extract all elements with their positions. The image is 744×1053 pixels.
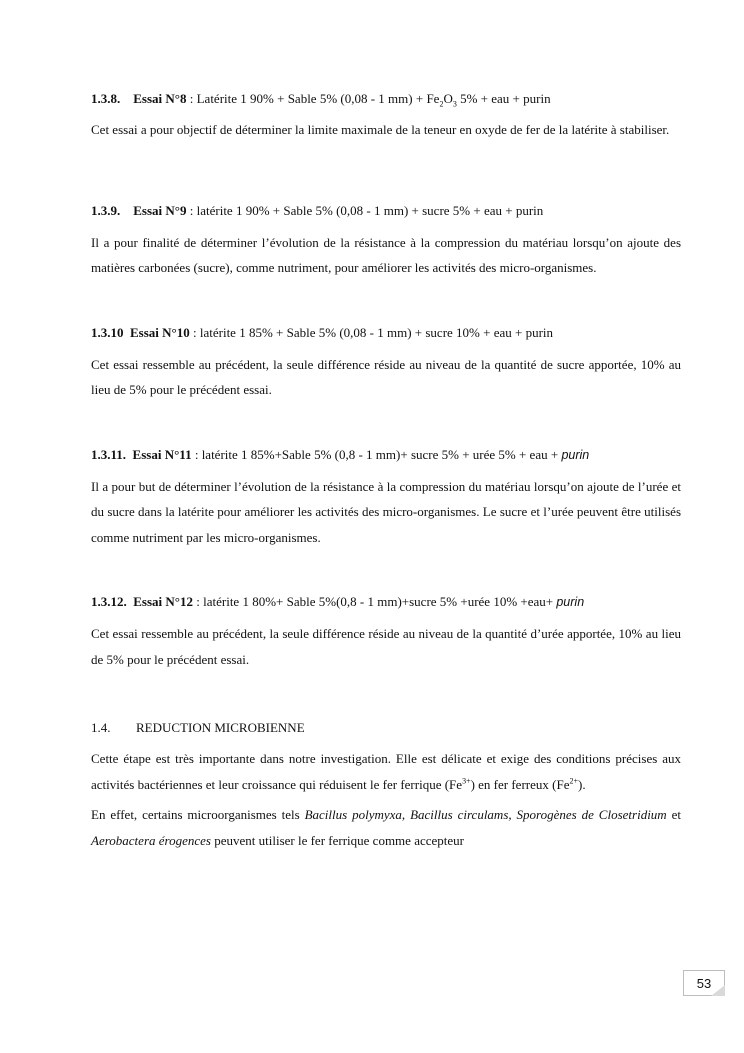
page-curl-decoration bbox=[711, 985, 725, 996]
heading-desc: : latérite 1 80%+ Sable 5%(0,8 - 1 mm)+sucre 5% +urée 10% +eau+ bbox=[193, 594, 557, 609]
heading-title: Essai N°10 bbox=[130, 324, 190, 340]
heading-desc: : latérite 1 85%+Sable 5% (0,8 - 1 mm)+ sucre 5% + urée 5% + eau + bbox=[191, 446, 562, 462]
text-run: Cette étape est très importante dans notre investigation. Elle est délicate et exige des conditions précises aux activités bactériennes et leur croissance qui réduisent le fer ferrique (Fe bbox=[91, 751, 681, 792]
species-names: Bacillus polymyxa, Bacillus circulams, Sporogènes de Closetridium bbox=[304, 807, 667, 822]
paragraph-reduction-2 bbox=[91, 802, 681, 853]
heading-number: 1.3.11. bbox=[91, 446, 127, 462]
heading-desc-italic: purin bbox=[556, 595, 585, 609]
text-run: et bbox=[666, 807, 681, 822]
heading-essai-10 bbox=[91, 323, 681, 343]
heading-desc: O bbox=[443, 91, 453, 106]
paragraph-essai-8: Cet essai a pour objectif de déterminer la limite maximale de la teneur en oxyde de fer de la latérite à stabiliser. bbox=[91, 122, 670, 137]
text-run: ). bbox=[577, 776, 586, 792]
paragraph-reduction-1 bbox=[91, 746, 681, 797]
section-title-1-4 bbox=[91, 718, 681, 738]
heading-essai-11 bbox=[91, 445, 681, 465]
heading-desc-italic: purin bbox=[561, 447, 590, 462]
heading-number: 1.3.10 bbox=[91, 324, 124, 340]
heading-title: Essai N°11 bbox=[132, 446, 192, 462]
heading-desc: : latérite 1 85% + Sable 5% (0,08 - 1 mm) + sucre 10% + eau + purin bbox=[189, 324, 554, 340]
subscript: 3 bbox=[452, 99, 457, 109]
superscript: 2+ bbox=[569, 776, 578, 786]
subscript: 2 bbox=[439, 99, 444, 109]
heading-title: Essai N°12 bbox=[133, 594, 193, 609]
heading-number: 1.3.8. bbox=[91, 91, 121, 106]
heading-title: Essai N°9 bbox=[133, 202, 187, 218]
heading-desc: : Latérite 1 90% + Sable 5% (0,08 - 1 mm) + Fe bbox=[186, 91, 440, 106]
heading-essai-8 bbox=[91, 89, 681, 109]
heading-number: 1.3.12. bbox=[91, 594, 127, 609]
heading-desc: 5% + eau + purin bbox=[456, 91, 551, 106]
heading-title: Essai N°8 bbox=[133, 91, 187, 106]
document-page bbox=[91, 86, 681, 853]
paragraph-essai-9: Il a pour finalité de déterminer l’évolution de la résistance à la compression du matériau lorsqu’on ajoute des matières carbonées (sucre), comme nutriment, pour améliorer les activités des micro-organismes. bbox=[91, 234, 681, 275]
heading-essai-9 bbox=[91, 201, 681, 221]
text-run: En effet, certains microorganismes tels bbox=[91, 807, 305, 822]
heading-desc: : latérite 1 90% + Sable 5% (0,08 - 1 mm) + sucre 5% + eau + purin bbox=[186, 202, 544, 218]
heading-essai-12 bbox=[91, 592, 681, 612]
section-number: 1.4. bbox=[91, 720, 111, 735]
text-run: ) en fer ferreux (Fe bbox=[470, 776, 570, 792]
section-title: REDUCTION MICROBIENNE bbox=[136, 720, 305, 735]
paragraph-essai-10: Cet essai ressemble au précédent, la seule différence réside au niveau de la quantité de sucre apportée, 10% au lieu de 5% pour le précédent essai. bbox=[91, 356, 681, 397]
heading-number: 1.3.9. bbox=[91, 202, 121, 218]
page-number: 53 bbox=[696, 975, 712, 991]
paragraph-essai-11: Il a pour but de déterminer l’évolution de la résistance à la compression du matériau lorsqu’on ajoute de l’urée et du sucre dans la latérite pour améliorer les activités des micro-organismes. Le sucre et l’urée peuvent être utilisés comme nutriment par les micro-organismes. bbox=[91, 478, 681, 545]
species-name: Aerobactera érogences bbox=[91, 832, 211, 848]
paragraph-essai-12: Cet essai ressemble au précédent, la seule différence réside au niveau de la quantité d’urée apportée, 10% au lieu de 5% pour le précédent essai. bbox=[91, 626, 681, 667]
text-run: peuvent utiliser le fer ferrique comme accepteur bbox=[210, 832, 464, 848]
superscript: 3+ bbox=[462, 776, 471, 786]
